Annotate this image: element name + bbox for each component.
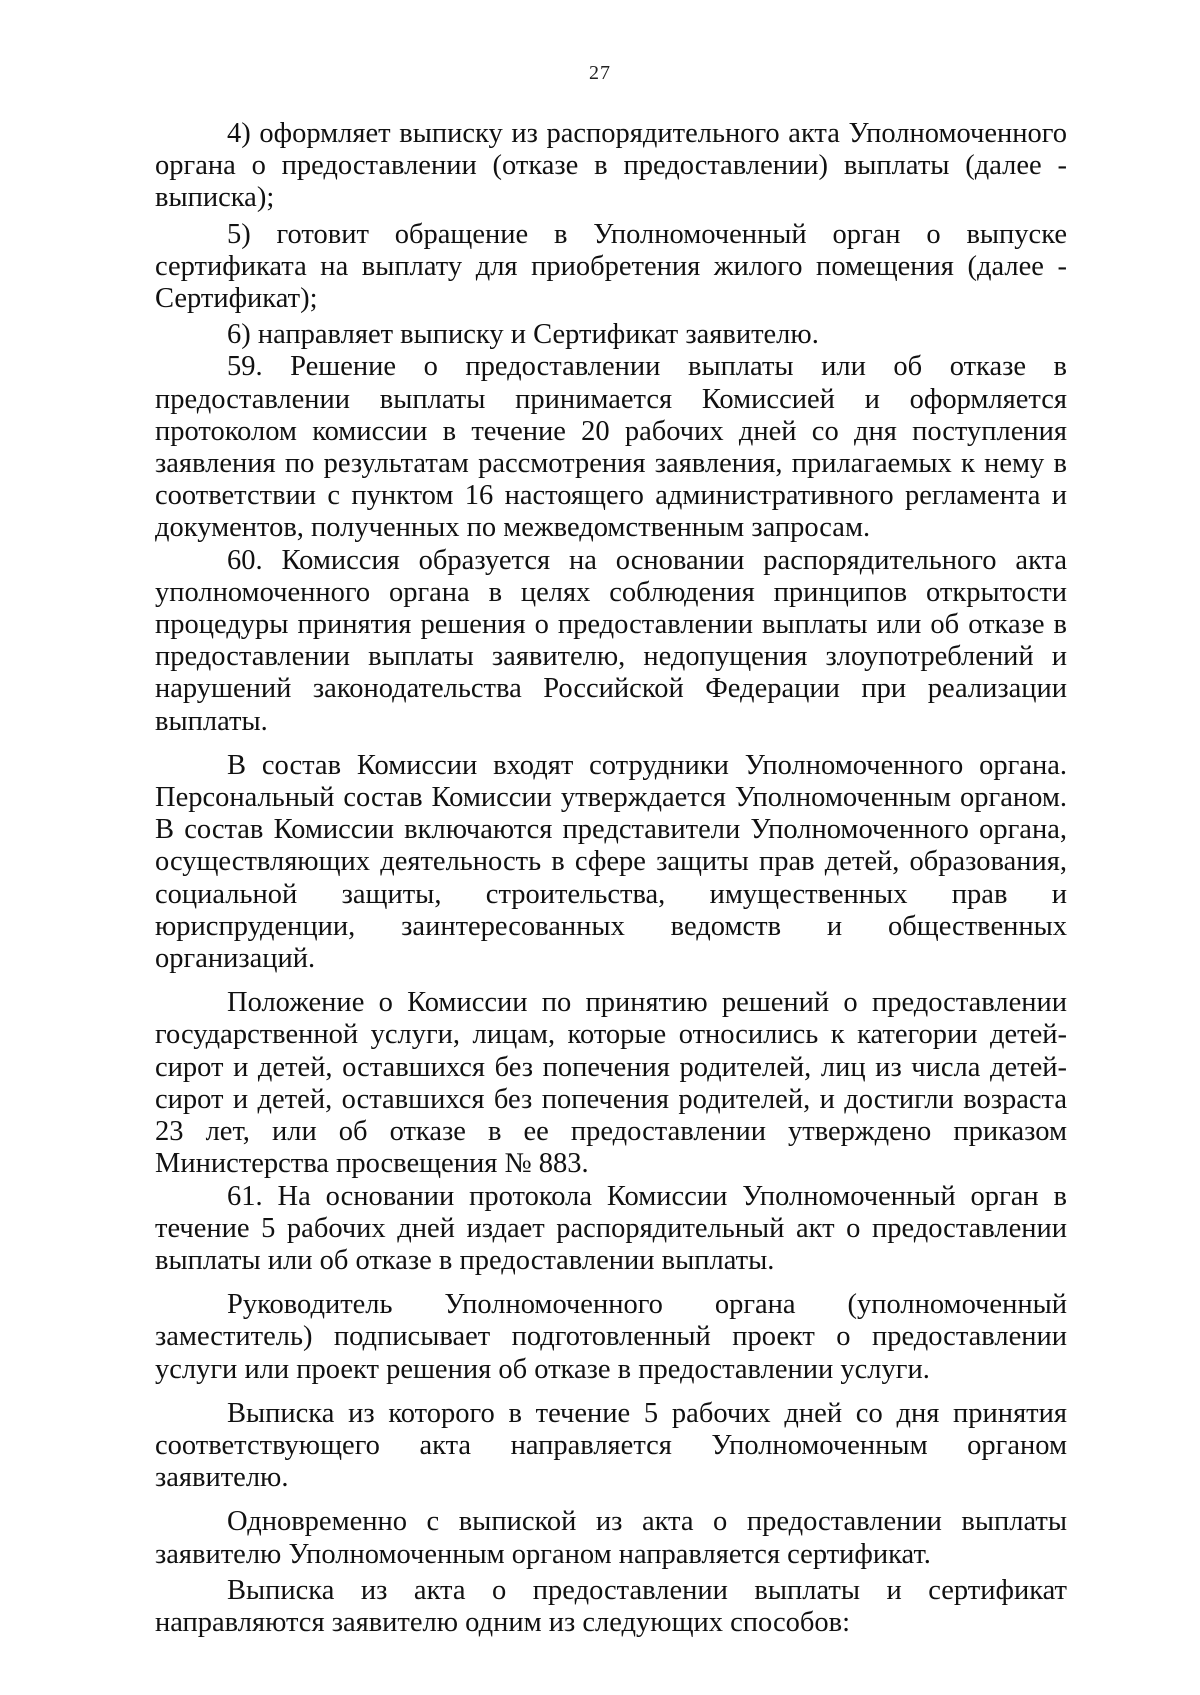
- paragraph-extract-sending: Выписка из которого в течение 5 рабочих дней со дня принятия соответствующего акта направляется Уполномоченным органом заявителю.: [155, 1397, 1067, 1494]
- paragraph-delivery-methods: Выписка из акта о предоставлении выплаты и сертификат направляются заявителю одним из следующих способов:: [155, 1574, 1067, 1638]
- paragraph-60: 60. Комиссия образуется на основании распорядительного акта уполномоченного органа в целях соблюдения принципов открытости процедуры принятия решения о предоставлении выплаты или об отказе в предоставлении выплаты заявителю, недопущения злоупотреблений и нарушений законодательства Российской Федерации при реализации выплаты.: [155, 544, 1067, 737]
- paragraph-59: 59. Решение о предоставлении выплаты или об отказе в предоставлении выплаты принимается Комиссией и оформляется протоколом комиссии в течение 20 рабочих дней со дня поступления заявления по результатам рассмотрения заявления, прилагаемых к нему в соответствии с пунктом 16 настоящего административного регламента и документов, полученных по межведомственным запросам.: [155, 351, 1067, 544]
- paragraph-item-6: 6) направляет выписку и Сертификат заявителю.: [227, 319, 819, 351]
- paragraph-certificate: Одновременно с выпиской из акта о предоставлении выплаты заявителю Уполномоченным органом направляется сертификат.: [155, 1506, 1067, 1570]
- paragraph-61: 61. На основании протокола Комиссии Уполномоченный орган в течение 5 рабочих дней издает распорядительный акт о предоставлении выплаты или об отказе в предоставлении выплаты.: [155, 1180, 1067, 1276]
- paragraph-commission-regulation: Положение о Комиссии по принятию решений о предоставлении государственной услуги, лицам, которые относились к категории детей-сирот и детей, оставшихся без попечения родителей, лиц из числа детей-сирот и детей, оставшихся без попечения родителей, и достигли возраста 23 лет, или об отказе в ее предоставлении утверждено приказом Министерства просвещения № 883.: [155, 987, 1067, 1180]
- document-body: [155, 118, 1067, 1639]
- paragraph-commission-composition: В состав Комиссии входят сотрудники Уполномоченного органа. Персональный состав Комиссии утверждается Уполномоченным органом. В состав Комиссии включаются представители Уполномоченного органа, осуществляющих деятельность в сфере защиты прав детей, образования, социальной защиты, строительства, имущественных прав и юриспруденции, заинтересованных ведомств и общественных организаций.: [155, 749, 1067, 975]
- page-number: 27: [589, 62, 611, 84]
- paragraph-item-4: 4) оформляет выписку из распорядительного акта Уполномоченного органа о предоставлении (отказе в предоставлении) выплаты (далее - выписка);: [155, 118, 1067, 214]
- paragraph-item-5: 5) готовит обращение в Уполномоченный орган о выпуске сертификата на выплату для приобретения жилого помещения (далее - Сертификат);: [155, 218, 1067, 315]
- paragraph-head-signs: Руководитель Уполномоченного органа (уполномоченный заместитель) подписывает подготовленный проект о предоставлении услуги или проект решения об отказе в предоставлении услуги.: [155, 1289, 1067, 1385]
